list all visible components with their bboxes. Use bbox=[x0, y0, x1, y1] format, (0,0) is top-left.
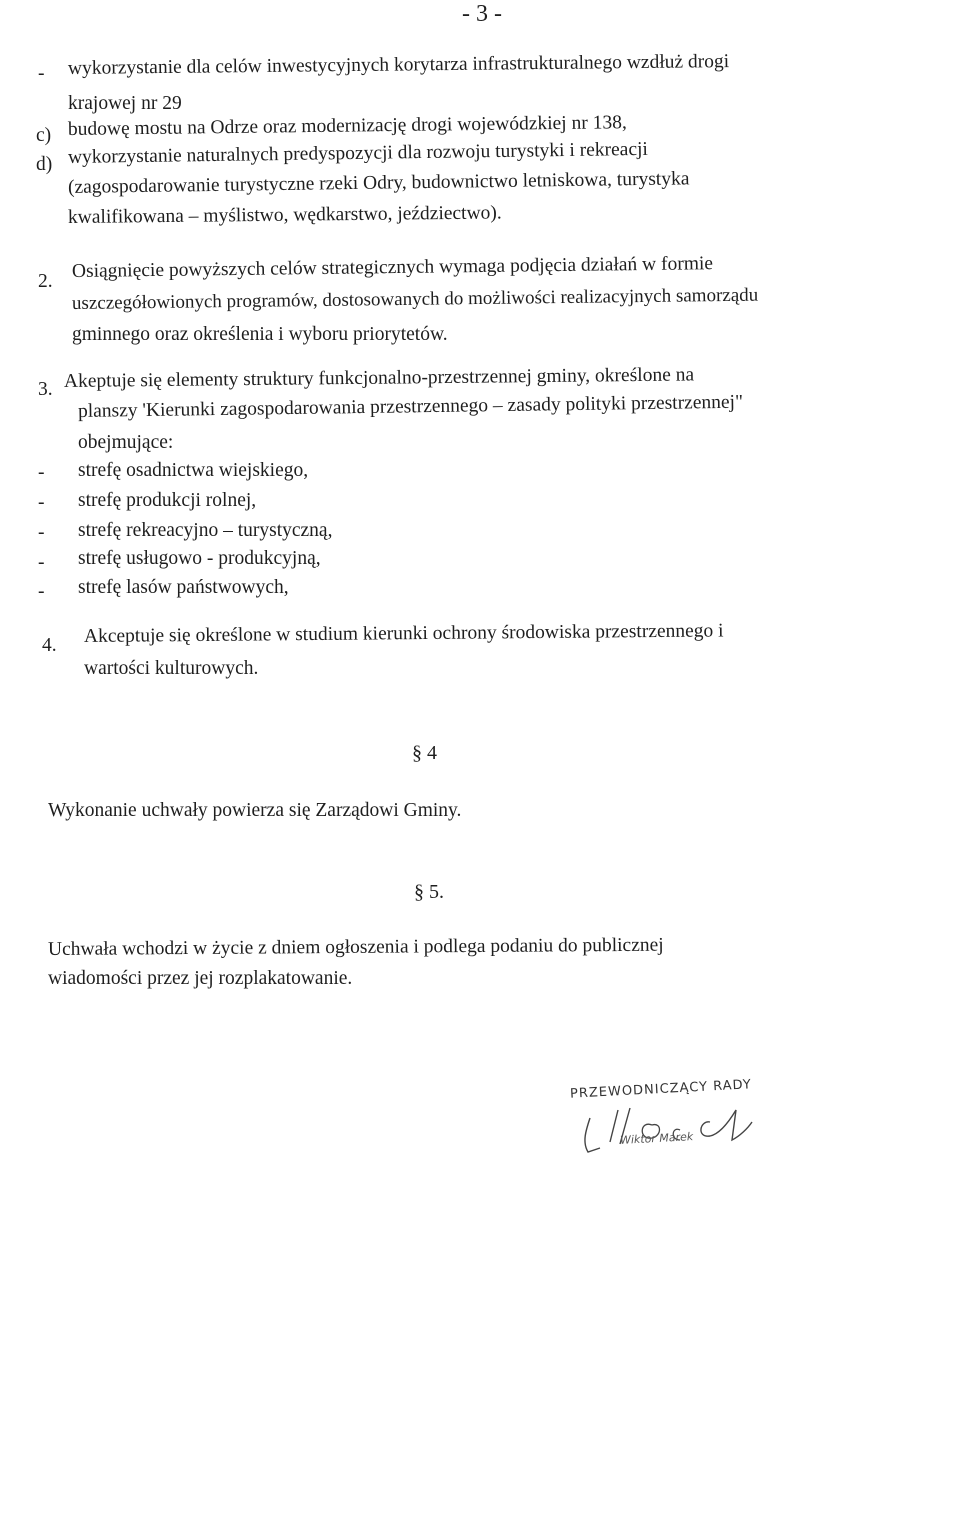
body-line: (zagospodarowanie turystyczne rzeki Odry, budownictwo letniskowa, turystyka bbox=[67, 168, 690, 198]
body-line: uszczegółowionych programów, dostosowanych do możliwości realizacyjnych samorządu bbox=[71, 284, 759, 314]
body-line: strefę produkcji rolnej, bbox=[78, 490, 257, 511]
section-4-heading: § 4 bbox=[412, 742, 437, 764]
list-marker: - bbox=[38, 63, 45, 84]
body-line: strefę rekreacyjno – turystyczną, bbox=[78, 520, 333, 541]
body-line: wykorzystanie dla celów inwestycyjnych korytarza infrastrukturalnego wzdłuż drogi bbox=[67, 51, 730, 79]
list-marker: - bbox=[38, 462, 45, 483]
signatory-name: Wiktor Marek bbox=[619, 1130, 694, 1147]
body-line: obejmujące: bbox=[78, 432, 174, 453]
body-line: Osiągnięcie powyższych celów strategicznych wymaga podjęcia działań w formie bbox=[71, 253, 714, 282]
list-marker: d) bbox=[36, 154, 53, 175]
section-5-line: Uchwała wchodzi w życie z dniem ogłoszenia i podlega podaniu do publicznej bbox=[47, 934, 664, 960]
stamp-title: PRZEWODNICZĄCY RADY bbox=[569, 1077, 753, 1102]
section-4-text: Wykonanie uchwały powierza się Zarządowi Gminy. bbox=[48, 800, 462, 821]
body-line: strefę usługowo - produkcyjną, bbox=[78, 548, 321, 569]
page-number: - 3 - bbox=[462, 1, 502, 27]
body-line: gminnego oraz określenia i wyboru priorytetów. bbox=[72, 324, 448, 345]
list-marker: 2. bbox=[38, 271, 53, 292]
list-marker: - bbox=[38, 581, 45, 602]
body-line: Akceptuje się określone w studium kierunki ochrony środowiska przestrzennego i bbox=[83, 620, 724, 647]
list-marker: 4. bbox=[42, 635, 57, 656]
body-line: kwalifikowana – myślistwo, wędkarstwo, jeździectwo). bbox=[67, 202, 502, 228]
section-5-line: wiadomości przez jej rozplakatowanie. bbox=[48, 968, 353, 989]
body-line: strefę lasów państwowych, bbox=[78, 577, 289, 598]
signature-stamp bbox=[560, 1070, 800, 1170]
list-marker: - bbox=[38, 552, 45, 573]
body-line: planszy 'Kierunki zagospodarowania przestrzennego – zasady polityki przestrzennej" bbox=[77, 391, 744, 422]
body-line: krajowej nr 29 bbox=[68, 93, 182, 114]
list-marker: 3. bbox=[38, 379, 53, 400]
list-marker: c) bbox=[36, 125, 52, 146]
list-marker: - bbox=[38, 522, 45, 543]
list-marker: - bbox=[38, 492, 45, 513]
handwritten-signature bbox=[560, 1070, 800, 1170]
body-line: strefę osadnictwa wiejskiego, bbox=[78, 460, 309, 481]
body-line: wykorzystanie naturalnych predyspozycji dla rozwoju turystyki i rekreacji bbox=[67, 138, 649, 168]
body-line: wartości kulturowych. bbox=[84, 658, 259, 679]
body-line: Akeptuje się elementy struktury funkcjonalno-przestrzennej gminy, określone na bbox=[63, 364, 695, 392]
body-line: budowę mostu na Odrze oraz modernizację drogi wojewódzkiej nr 138, bbox=[67, 112, 627, 140]
section-5-heading: § 5. bbox=[414, 881, 444, 903]
